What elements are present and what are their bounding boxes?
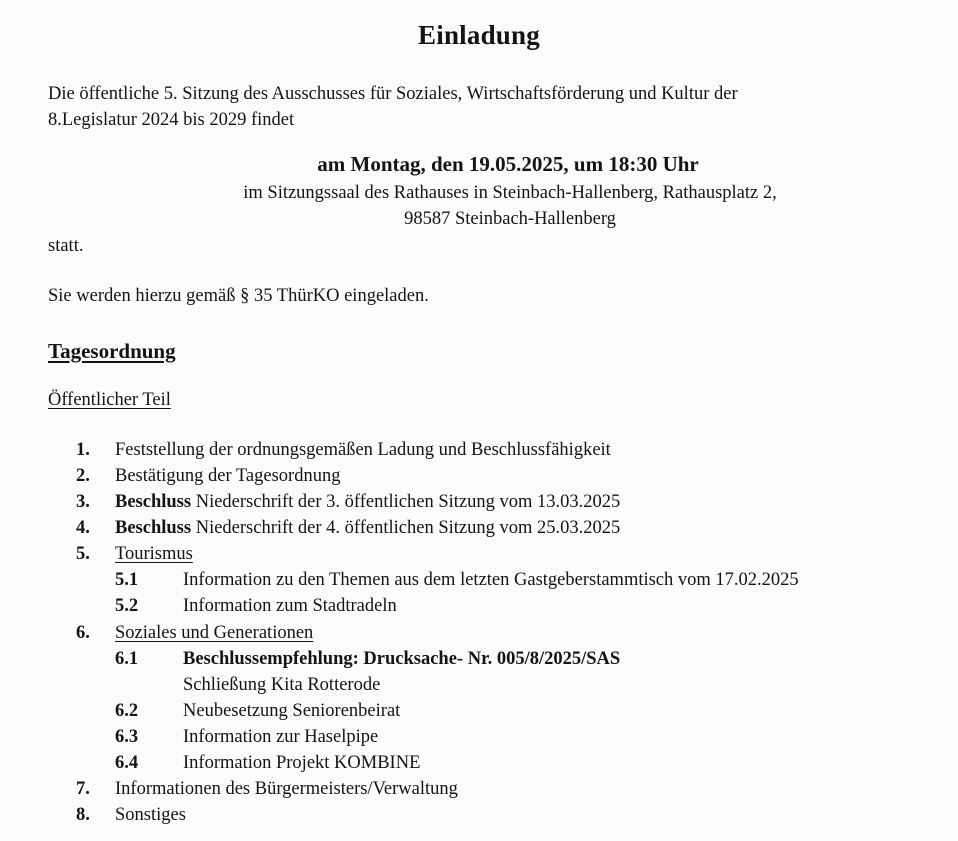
agenda-item-text: Bestätigung der Tagesordnung — [115, 466, 341, 486]
agenda-subitem-number: 6.3 — [115, 727, 139, 747]
agenda-subitem-text: Information zur Haselpipe — [183, 727, 379, 747]
agenda-subitem-text: Schließung Kita Rotterode — [183, 675, 381, 695]
agenda-item-number: 6. — [76, 623, 90, 643]
public-part-label: Öffentlicher Teil — [48, 390, 171, 410]
agenda-item-detail: Niederschrift der 4. öffentlichen Sitzung vom 25.03.2025 — [191, 518, 621, 538]
agenda-item-number: 5. — [76, 544, 90, 564]
intro-line-2: 8.Legislatur 2024 bis 2029 findet — [48, 110, 295, 130]
agenda-subitem-text: Neubesetzung Seniorenbeirat — [183, 701, 401, 721]
agenda-item-bold-label: Beschluss — [115, 492, 192, 512]
agenda-subitem-number: 6.2 — [115, 701, 139, 721]
agenda-subitem-text: Information zum Stadtradeln — [183, 596, 397, 616]
agenda-item-text: Soziales und Generationen — [115, 623, 314, 643]
agenda-item-number: 7. — [76, 779, 90, 799]
agenda-subitem-number: 6.4 — [115, 753, 139, 773]
agenda-item-number: 1. — [76, 440, 90, 460]
agenda-heading: Tagesordnung — [48, 339, 176, 363]
document-title: Einladung — [418, 20, 540, 50]
agenda-item-text — [115, 492, 620, 513]
agenda-item-text — [115, 518, 620, 539]
statt-text: statt. — [48, 236, 84, 256]
agenda-subitem-text: Information zu den Themen aus dem letzten Gastgeberstammtisch vom 17.02.2025 — [183, 570, 799, 590]
agenda-subitem-number: 6.1 — [115, 649, 139, 669]
invitation-note: Sie werden hierzu gemäß § 35 ThürKO eingeladen. — [48, 286, 429, 306]
agenda-item-number: 8. — [76, 805, 90, 825]
meeting-location-line-1: im Sitzungssaal des Rathauses in Steinbach-Hallenberg, Rathausplatz 2, — [243, 183, 777, 203]
agenda-item-detail: Niederschrift der 3. öffentlichen Sitzung vom 13.03.2025 — [191, 492, 621, 512]
intro-line-1: Die öffentliche 5. Sitzung des Ausschusses für Soziales, Wirtschaftsförderung und Kultur der — [48, 84, 738, 104]
agenda-subitem-bold-label: Beschlussempfehlung: Drucksache- Nr. 005/8/2025/SAS — [183, 649, 621, 669]
agenda-item-bold-label: Beschluss — [115, 518, 192, 538]
agenda-item-number: 3. — [76, 492, 90, 512]
agenda-item-number: 2. — [76, 466, 90, 486]
agenda-item-text: Feststellung der ordnungsgemäßen Ladung und Beschlussfähigkeit — [115, 440, 611, 460]
meeting-location-line-2: 98587 Steinbach-Hallenberg — [404, 209, 616, 229]
agenda-subitem-number: 5.1 — [115, 570, 139, 590]
meeting-date: am Montag, den 19.05.2025, um 18:30 Uhr — [317, 152, 699, 176]
agenda-subitem-number: 5.2 — [115, 596, 139, 616]
agenda-item-number: 4. — [76, 518, 90, 538]
agenda-item-text: Tourismus — [115, 544, 193, 564]
agenda-subitem-text: Information Projekt KOMBINE — [183, 753, 421, 773]
agenda-item-text: Informationen des Bürgermeisters/Verwaltung — [115, 779, 458, 799]
agenda-item-text: Sonstiges — [115, 805, 186, 825]
